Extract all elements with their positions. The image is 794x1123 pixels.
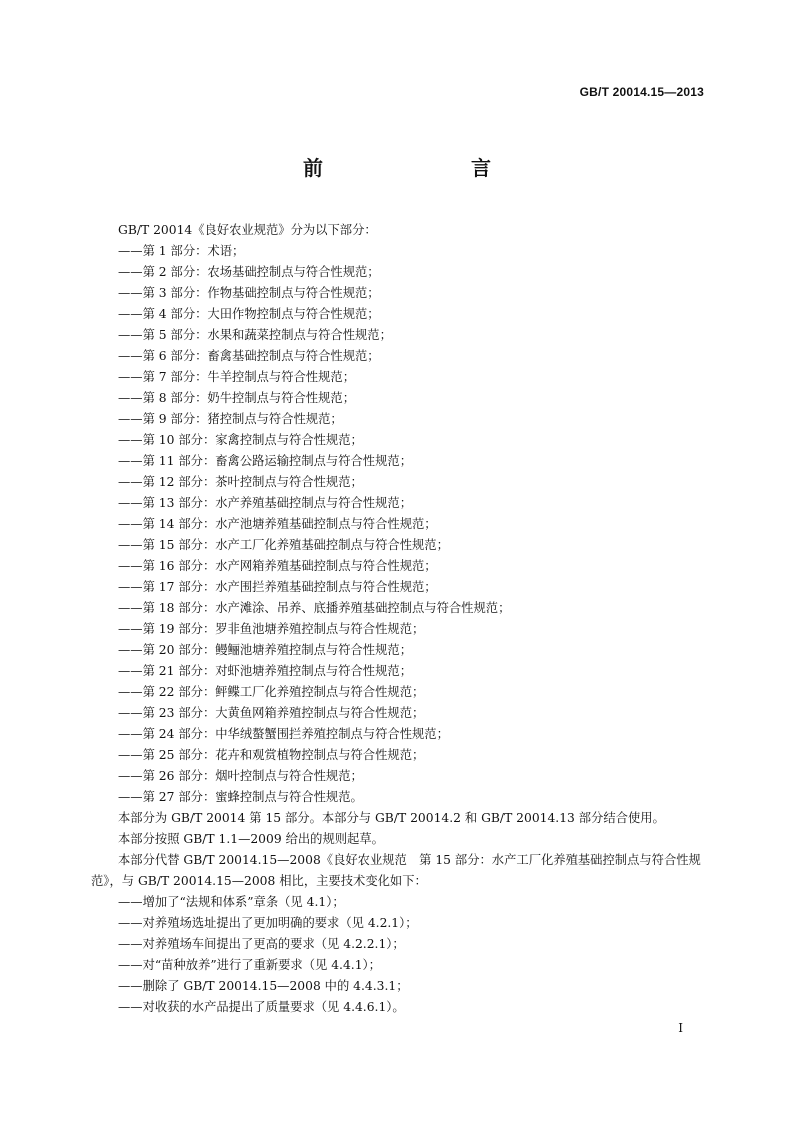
page-title: 前 言 <box>303 156 527 180</box>
list-item: ——对收获的水产品提出了质量要求（见 4.4.6.1）。 <box>118 1000 405 1014</box>
list-item: ——第 1 部分：术语； <box>118 244 245 258</box>
list-item: ——第 18 部分：水产滩涂、吊养、底播养殖基础控制点与符合性规范； <box>118 601 511 615</box>
list-item: ——第 17 部分：水产围拦养殖基础控制点与符合性规范； <box>118 580 437 594</box>
list-item: ——第 5 部分：水果和蔬菜控制点与符合性规范； <box>118 328 392 342</box>
list-item: ——第 16 部分：水产网箱养殖基础控制点与符合性规范； <box>118 559 437 573</box>
replacement-paragraph: 本部分代替 GB/T 20014.15—2008《良好农业规范 第 15 部分：水产工厂化养殖基础控制点与符合性规范》，与 GB/T 20014.15—2008 相比，主要技术变化如下： <box>91 853 701 888</box>
list-item: ——第 23 部分：大黄鱼网箱养殖控制点与符合性规范； <box>118 706 425 720</box>
changes-list <box>91 892 703 1018</box>
list-item: ——第 14 部分：水产池塘养殖基础控制点与符合性规范； <box>118 517 437 531</box>
scope-paragraph: 本部分为 GB/T 20014 第 15 部分。本部分与 GB/T 20014.2 和 GB/T 20014.13 部分结合使用。 <box>118 811 665 825</box>
list-item: ——第 12 部分：茶叶控制点与符合性规范； <box>118 475 363 489</box>
list-item: ——第 19 部分：罗非鱼池塘养殖控制点与符合性规范； <box>118 622 425 636</box>
list-item: ——第 2 部分：农场基础控制点与符合性规范； <box>118 265 380 279</box>
list-item: ——第 27 部分：蜜蜂控制点与符合性规范。 <box>118 790 363 804</box>
list-item: ——第 8 部分：奶牛控制点与符合性规范； <box>118 391 355 405</box>
list-item: ——第 3 部分：作物基础控制点与符合性规范； <box>118 286 380 300</box>
standard-code: GB/T 20014.15—2013 <box>579 85 704 99</box>
list-item: ——第 20 部分：鳗鲡池塘养殖控制点与符合性规范； <box>118 643 412 657</box>
page-number: I <box>678 1021 683 1035</box>
list-item: ——第 4 部分：大田作物控制点与符合性规范； <box>118 307 380 321</box>
list-item: ——第 22 部分：鲆鲽工厂化养殖控制点与符合性规范； <box>118 685 425 699</box>
parts-list <box>91 241 703 808</box>
list-item: ——第 21 部分：对虾池塘养殖控制点与符合性规范； <box>118 664 412 678</box>
list-item: ——第 10 部分：家禽控制点与符合性规范； <box>118 433 363 447</box>
list-item: ——第 13 部分：水产养殖基础控制点与符合性规范； <box>118 496 412 510</box>
list-item: ——对“苗种放养”进行了重新要求（见 4.4.1）； <box>118 958 381 972</box>
list-item: ——删除了 GB/T 20014.15—2008 中的 4.4.3.1； <box>118 979 409 993</box>
list-item: ——第 24 部分：中华绒螯蟹围拦养殖控制点与符合性规范； <box>118 727 449 741</box>
list-item: ——增加了“法规和体系”章条（见 4.1）； <box>118 895 345 909</box>
document-body <box>91 220 703 1018</box>
list-item: ——对养殖场车间提出了更高的要求（见 4.2.2.1）； <box>118 937 405 951</box>
list-item: ——第 9 部分：猪控制点与符合性规范； <box>118 412 343 426</box>
list-item: ——对养殖场选址提出了更加明确的要求（见 4.2.1）； <box>118 916 418 930</box>
list-item: ——第 7 部分：牛羊控制点与符合性规范； <box>118 370 355 384</box>
list-item: ——第 15 部分：水产工厂化养殖基础控制点与符合性规范； <box>118 538 449 552</box>
list-item: ——第 6 部分：畜禽基础控制点与符合性规范； <box>118 349 380 363</box>
drafting-rules-paragraph: 本部分按照 GB/T 1.1—2009 给出的规则起草。 <box>118 832 384 846</box>
intro-paragraph: GB/T 20014《良好农业规范》分为以下部分： <box>118 223 377 237</box>
list-item: ——第 11 部分：畜禽公路运输控制点与符合性规范； <box>118 454 412 468</box>
list-item: ——第 25 部分：花卉和观赏植物控制点与符合性规范； <box>118 748 425 762</box>
list-item: ——第 26 部分：烟叶控制点与符合性规范； <box>118 769 363 783</box>
